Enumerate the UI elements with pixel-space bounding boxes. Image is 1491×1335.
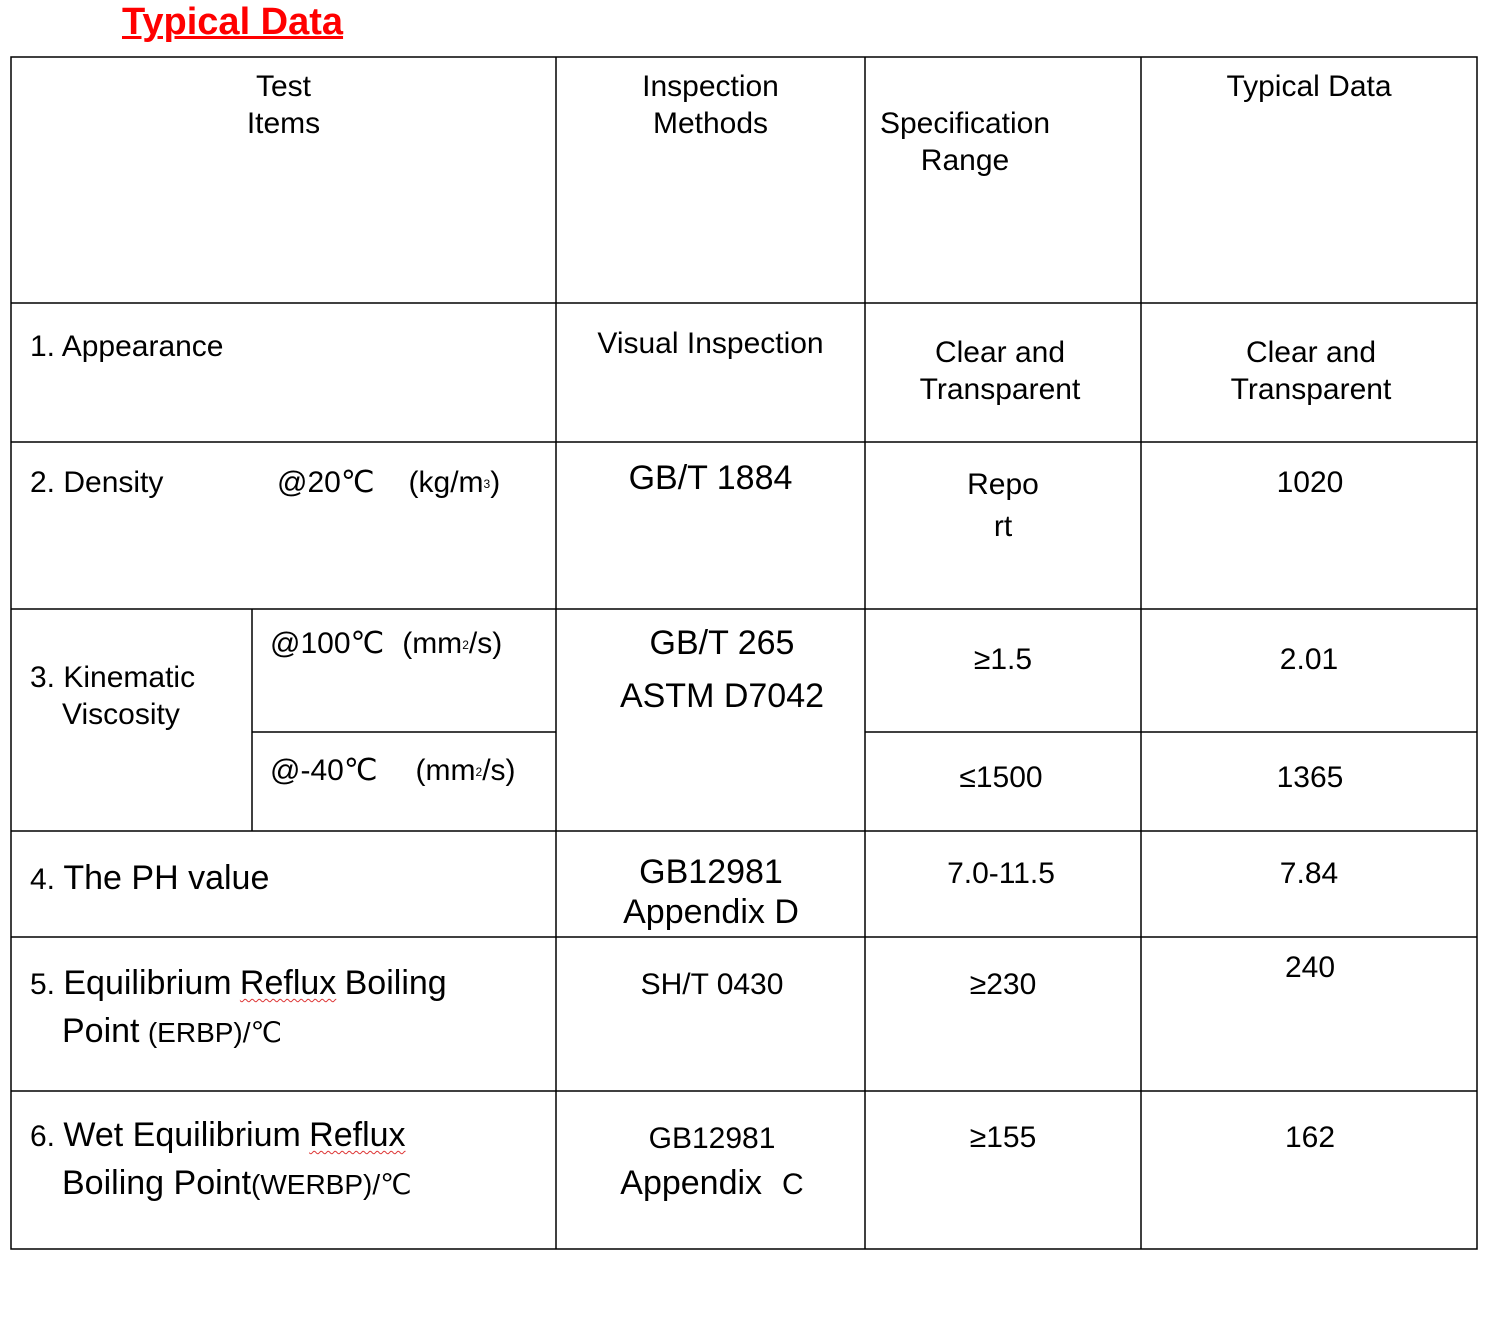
werbp-item-line2-b: (WERBP)/℃ xyxy=(251,1169,412,1200)
erbp-item-a: Equilibrium xyxy=(63,964,232,1002)
ph-method-line2: Appendix D xyxy=(623,893,799,931)
header-inspection-line2: Methods xyxy=(652,107,769,140)
viscosity-method xyxy=(582,617,862,723)
viscosity-item-line2: Viscosity xyxy=(62,698,180,731)
appearance-typical-line1: Clear and xyxy=(1245,336,1377,369)
density-condition xyxy=(277,464,552,501)
header-test-items xyxy=(11,68,556,142)
viscosity-condition-minus40 xyxy=(270,752,555,789)
density-spec-line1: Repo xyxy=(967,468,1039,501)
appearance-spec-line1: Clear and xyxy=(934,336,1066,369)
appearance-method: Visual Inspection xyxy=(597,327,824,360)
header-inspection-line1: Inspection xyxy=(642,70,779,103)
werbp-item-line2 xyxy=(30,1161,550,1209)
appearance-typical-line2: Transparent xyxy=(1230,373,1392,406)
erbp-item-c: Boiling xyxy=(344,964,447,1002)
erbp-item-b: Reflux xyxy=(239,964,337,1002)
viscosity-method-line2: ASTM D7042 xyxy=(619,677,825,715)
viscosity-unit1-pre: (mm xyxy=(402,627,463,660)
viscosity-method-line1: GB/T 265 xyxy=(649,624,795,662)
werbp-method-line2-b: C xyxy=(782,1168,804,1201)
density-method: GB/T 1884 xyxy=(628,459,793,497)
appearance-spec xyxy=(865,334,1135,408)
erbp-item-line2 xyxy=(30,1009,550,1057)
viscosity-unit2-pre: (mm xyxy=(415,754,476,787)
header-test-items-line2: Items xyxy=(246,107,321,140)
werbp-spec: ≥155 xyxy=(969,1121,1037,1154)
density-item: 2. Density xyxy=(30,466,164,499)
viscosity-typical-minus40: 1365 xyxy=(1276,761,1344,794)
density-spec xyxy=(938,464,1068,548)
viscosity-temp-minus40: @-40℃ xyxy=(270,754,378,787)
werbp-method xyxy=(566,1120,858,1213)
header-test-items-line1: Test xyxy=(255,70,312,103)
erbp-spec: ≥230 xyxy=(969,968,1037,1001)
werbp-method-line2-a: Appendix xyxy=(620,1164,763,1202)
viscosity-condition-100 xyxy=(270,625,555,662)
header-spec-line2: Range xyxy=(920,144,1010,177)
erbp-item-line1 xyxy=(30,961,550,1009)
page-title: Typical Data xyxy=(122,1,344,43)
ph-item xyxy=(30,856,550,900)
appearance-spec-line2: Transparent xyxy=(919,373,1081,406)
viscosity-unit2-sup: 2 xyxy=(475,765,483,779)
erbp-item-line2-a: Point xyxy=(62,1012,140,1050)
erbp-item xyxy=(30,961,550,1057)
density-unit-pre: (kg/m xyxy=(408,466,484,499)
werbp-item-num: 6. xyxy=(30,1120,56,1153)
viscosity-temp-100: @100℃ xyxy=(270,627,385,660)
erbp-item-line2-b: (ERBP)/℃ xyxy=(147,1017,282,1048)
werbp-item-line2-a: Boiling Point xyxy=(62,1164,252,1202)
ph-item-text: The PH value xyxy=(63,859,270,897)
werbp-method-line1: GB12981 xyxy=(648,1122,776,1155)
appearance-typical xyxy=(1141,334,1481,408)
ph-method-line1: GB12981 xyxy=(639,853,783,891)
viscosity-item-line1: 3. Kinematic xyxy=(30,661,196,694)
density-unit-post: ) xyxy=(490,466,501,499)
erbp-typical: 240 xyxy=(1284,951,1336,984)
werbp-item-b: Reflux xyxy=(309,1116,406,1154)
header-typical-data: Typical Data xyxy=(1226,70,1392,103)
density-typical: 1020 xyxy=(1276,466,1344,499)
werbp-item-a: Wet Equilibrium xyxy=(63,1116,301,1154)
werbp-item xyxy=(30,1113,550,1209)
density-temp: @20℃ xyxy=(277,466,375,499)
werbp-method-line2 xyxy=(566,1157,858,1213)
viscosity-typical-100: 2.01 xyxy=(1279,643,1339,676)
viscosity-spec-minus40: ≤1500 xyxy=(959,761,1043,794)
ph-typical: 7.84 xyxy=(1279,857,1339,890)
density-unit-sup: 3 xyxy=(483,477,491,491)
erbp-item-num: 5. xyxy=(30,968,56,1001)
viscosity-unit2-post: /s) xyxy=(482,754,516,787)
density-spec-line2: rt xyxy=(993,510,1013,543)
viscosity-item xyxy=(30,659,250,733)
appearance-item: 1. Appearance xyxy=(30,330,224,363)
viscosity-unit1-post: /s) xyxy=(468,627,503,660)
ph-item-num: 4. xyxy=(30,863,56,896)
ph-method xyxy=(565,852,857,932)
header-inspection-methods xyxy=(556,68,865,142)
viscosity-unit1-sup: 2 xyxy=(462,638,469,652)
erbp-method: SH/T 0430 xyxy=(640,968,784,1001)
header-spec-line1: Specification xyxy=(879,107,1051,140)
ph-spec: 7.0-11.5 xyxy=(947,857,1055,890)
header-specification-range xyxy=(865,105,1065,179)
werbp-typical: 162 xyxy=(1284,1121,1336,1154)
werbp-item-line1 xyxy=(30,1113,550,1161)
viscosity-spec-100: ≥1.5 xyxy=(973,643,1033,676)
